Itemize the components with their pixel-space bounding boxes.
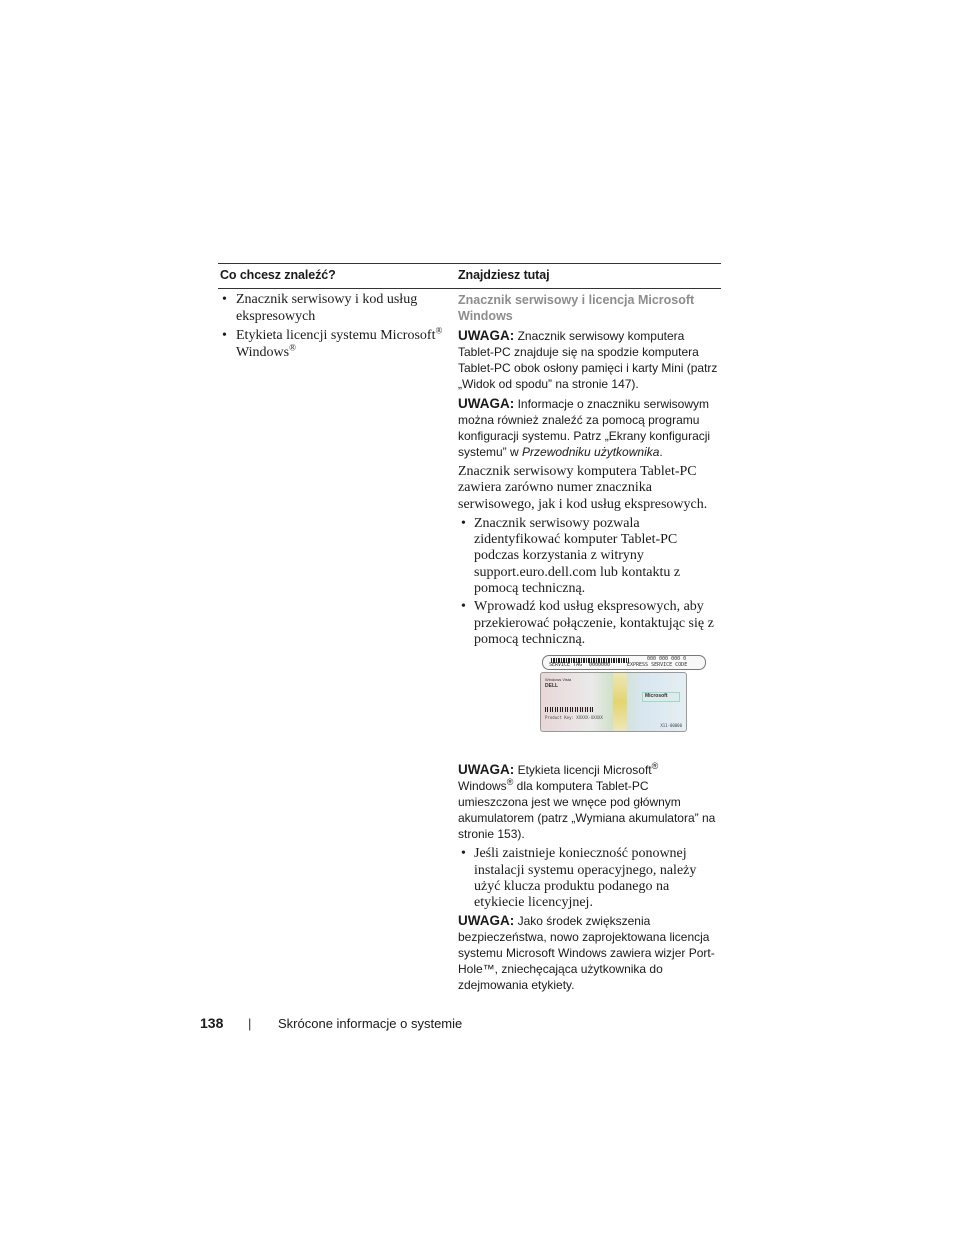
note-3: UWAGA: Etykieta licencji Microsoft® Windows® dla komputera Tablet-PC umieszczona jest we wnęce pod głównym akumulatorem (patrz „Wymiana akumulatora” na stronie 153). [458,761,716,842]
section-subheading: Znacznik serwisowy i licencja Microsoft Windows [458,293,695,323]
list-item: • Znacznik serwisowy i kod usług ekspresowych [222,292,447,325]
left-column [222,292,447,364]
right-column [458,292,720,997]
list-item: • Wprowadź kod usług ekspresowych, aby przekierować połączenie, kontaktując się z pomocą techniczną. [458,599,720,648]
note-1: UWAGA: Znacznik serwisowy komputera Tablet-PC znajduje się na spodzie komputera Tablet-PC obok osłony pamięci i karty Mini (patrz „Widok od spodu” na stronie 147). [458,328,718,391]
service-tag-and-license-label-image [458,650,720,762]
note-2: UWAGA: Informacje o znaczniku serwisowym można również znaleźć za pomocą programu konfiguracji systemu. Patrz „Ekrany konfiguracji systemu” w Przewodniku użytkownika. [458,396,711,459]
footer-title: Skrócone informacje o systemie [278,1016,463,1031]
list-item: • Znacznik serwisowy pozwala zidentyfikować komputer Tablet-PC podczas korzystania z witryny support.euro.dell.com lub kontaktu z pomocą techniczną. [458,516,720,597]
port-hole-strip [613,673,627,731]
footer-separator: | [248,1016,252,1031]
list-item: • Jeśli zaistnieje konieczność ponownej instalacji systemu operacyjnego, należy użyć klucza produktu podanego na etykiecie licencyjnej. [458,846,720,911]
service-tag-paragraph: Znacznik serwisowy komputera Tablet-PC zawiera zarówno numer znacznika serwisowego, jak i kod usług ekspresowych. [458,464,708,512]
page-number: 138 [200,1015,224,1031]
table-header-where: Znajdziesz tutaj [458,268,550,282]
table-header-rule [218,288,721,289]
note-4: UWAGA: Jako środek zwiększenia bezpieczeństwa, nowo zaprojektowana licencja systemu Microsoft Windows zawiera wizjer Port-Hole™, zniechęcająca użytkownika do zdejmowania etykiety. [458,913,715,993]
windows-license-label: Windows Vista DELL Microsoft Product Key: XXXXX-XXXXX X11-00000 [540,672,687,732]
table-header-what: Co chcesz znaleźć? [220,268,336,282]
list-item: • Etykieta licencji systemu Microsoft® Windows® [222,328,447,361]
license-barcode [545,707,593,712]
table-top-rule [218,263,721,264]
service-tag-label: 000 000 000 0 SERVICE TAG 0000000 EXPRESS SERVICE CODE [542,655,706,670]
